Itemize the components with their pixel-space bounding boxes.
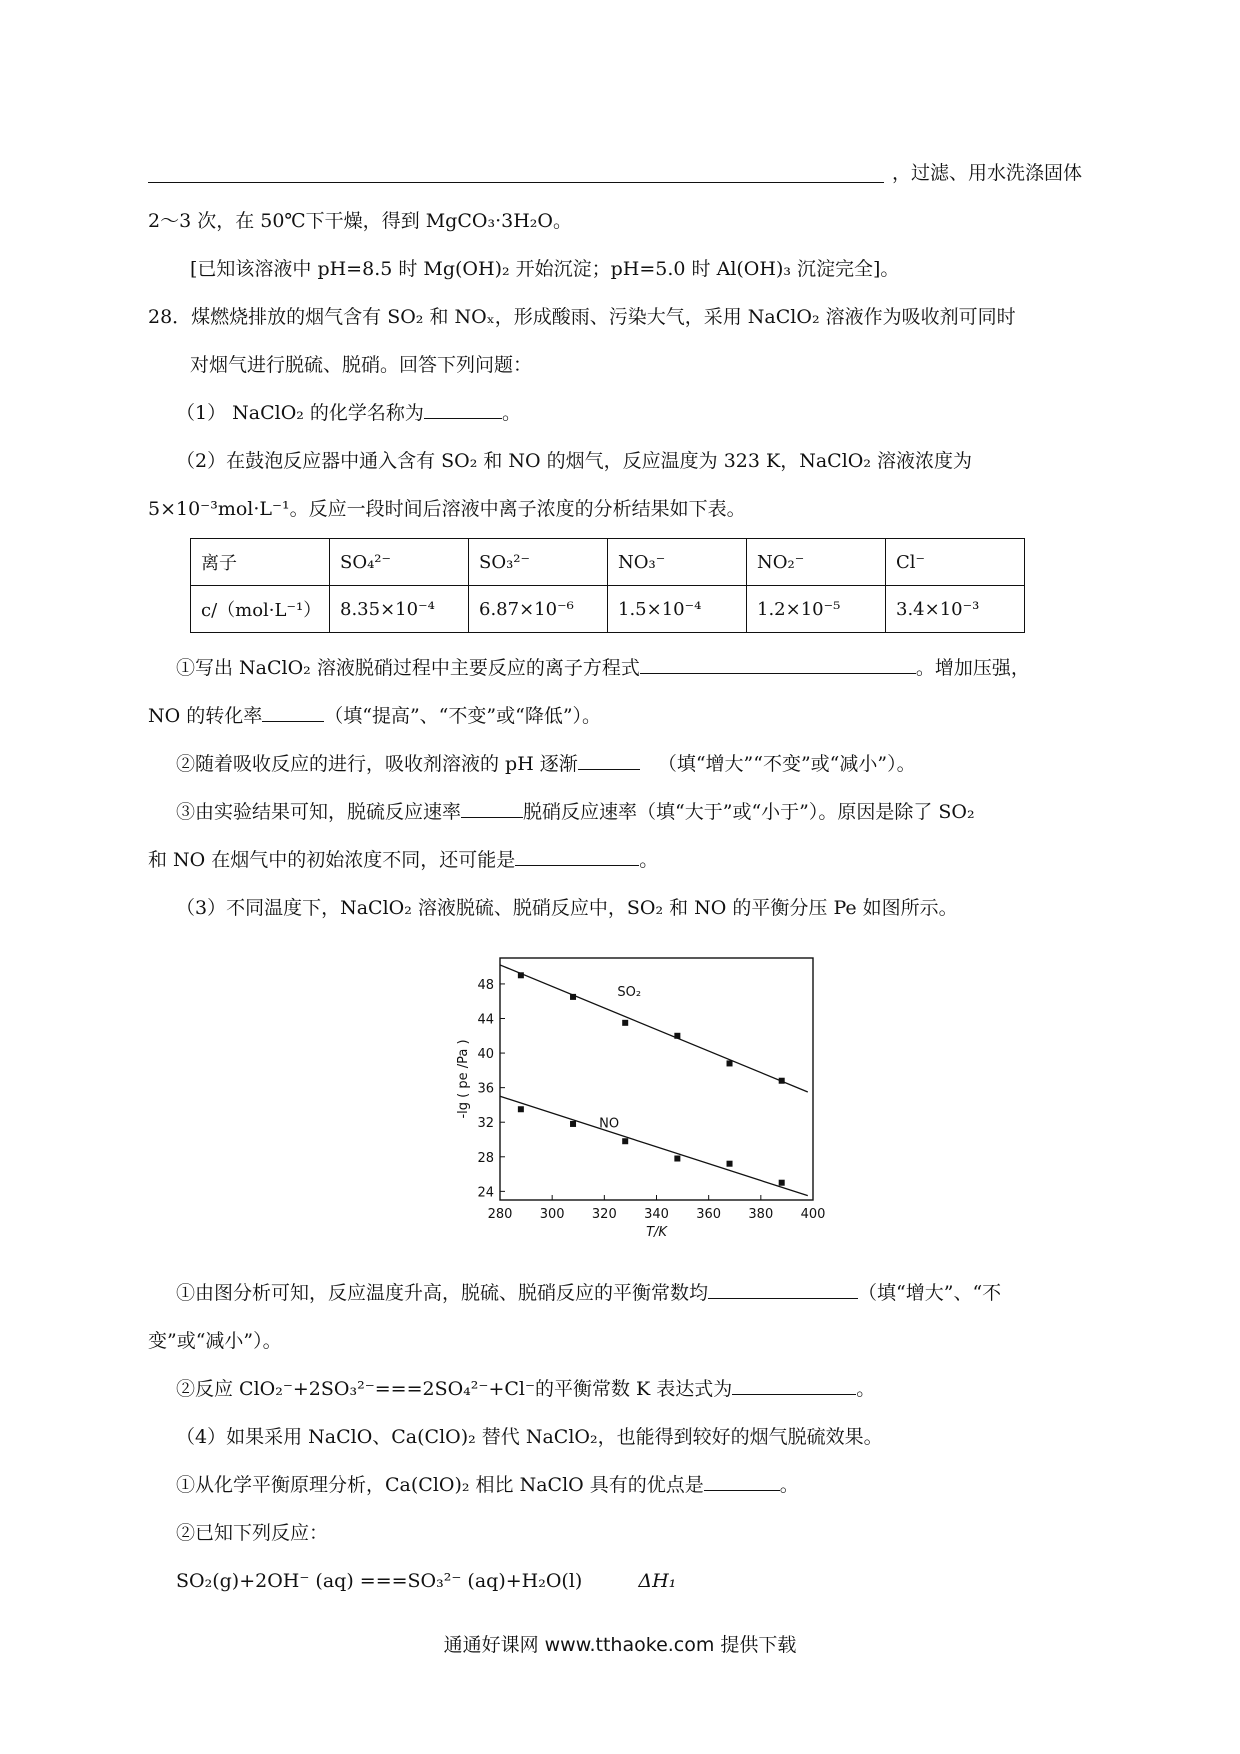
y-tick-label: 24 [477, 1185, 494, 1201]
text: （填“提高”、“不变”或“降低”）。 [324, 705, 602, 727]
y-tick-label: 40 [477, 1047, 494, 1063]
data-point [622, 1020, 628, 1026]
series-label: NO [599, 1116, 620, 1132]
subquestion-1 [176, 400, 521, 426]
subquestion-3-stem: （3）不同温度下，NaClO₂ 溶液脱硫、脱硝反应中，SO₂ 和 NO 的平衡分压 Pe 如图所示。 [176, 897, 958, 919]
y-tick-label: 36 [477, 1081, 494, 1097]
table-cell: c/（mol·L⁻¹） [191, 586, 330, 633]
data-point [727, 1161, 733, 1167]
y-tick-label: 28 [477, 1150, 494, 1166]
text: ③由实验结果可知，脱硫反应速率 [176, 801, 462, 823]
x-tick-label: 400 [800, 1207, 826, 1222]
subquestion-4-stem: （4）如果采用 NaClO、Ca(ClO)₂ 替代 NaClO₂，也能得到较好的烟气脱硫效果。 [176, 1426, 883, 1448]
data-point [674, 1033, 680, 1039]
question-28-stem: 28．煤燃烧排放的烟气含有 SO₂ 和 NOₓ，形成酸雨、污染大气，采用 NaClO₂ 溶液作为吸收剂可同时 [148, 306, 1016, 328]
table-row [191, 586, 1025, 633]
text: （填“增大”、“不 [858, 1282, 1002, 1304]
subquestion-1-text: （1） NaClO₂ 的化学名称为 [176, 402, 424, 424]
subquestion-3-2 [176, 1376, 875, 1402]
y-axis-label: -lg ( pe /Pa ) [456, 1039, 471, 1119]
data-point [518, 1106, 524, 1112]
subquestion-3-1-cont: 变”或“减小”）。 [148, 1330, 282, 1352]
text: 。增加压强， [915, 657, 1030, 679]
question-28-stem-cont: 对烟气进行脱硫、脱硝。回答下列问题： [190, 354, 533, 376]
table-cell: NO₃⁻ [608, 539, 747, 586]
table-cell: 1.2×10⁻⁵ [747, 586, 886, 633]
y-tick-label: 32 [477, 1116, 494, 1132]
table-cell: 3.4×10⁻³ [886, 586, 1025, 633]
answer-blank [708, 1280, 858, 1299]
answer-blank [704, 1472, 780, 1491]
data-point [518, 972, 524, 978]
table-cell: 6.87×10⁻⁶ [469, 586, 608, 633]
text-line: [已知该溶液中 pH=8.5 时 Mg(OH)₂ 开始沉淀；pH=5.0 时 Al(OH)₃ 沉淀完全]。 [190, 258, 900, 280]
answer-blank-rule [148, 182, 884, 183]
subquestion-4-1 [176, 1472, 799, 1498]
subquestion-2-3-cont [148, 847, 658, 873]
text: 。 [856, 1378, 876, 1400]
subquestion-2-1-cont [148, 703, 601, 729]
text: NO 的转化率 [148, 705, 263, 727]
y-tick-label: 44 [477, 1012, 494, 1028]
table-cell: SO₄²⁻ [330, 539, 469, 586]
text-line: ，过滤、用水洗涤固体 [892, 162, 1083, 184]
subquestion-4-2: ②已知下列反应： [176, 1522, 329, 1544]
text: ②随着吸收反应的进行，吸收剂溶液的 pH 逐渐 [176, 753, 578, 775]
ion-concentration-table [190, 538, 1025, 633]
answer-blank [424, 400, 502, 419]
table-cell: 1.5×10⁻⁴ [608, 586, 747, 633]
equation-1 [176, 1568, 676, 1594]
table-cell: Cl⁻ [886, 539, 1025, 586]
subquestion-3-1 [176, 1280, 1001, 1306]
subquestion-2-stem: （2）在鼓泡反应器中通入含有 SO₂ 和 NO 的烟气，反应温度为 323 K，NaClO₂ 溶液浓度为 [176, 450, 972, 472]
table-cell: SO₃²⁻ [469, 539, 608, 586]
punct: 。 [501, 402, 521, 424]
text: （填“增大”“不变”或“减小”）。 [657, 753, 916, 775]
data-point [570, 1121, 576, 1127]
subquestion-2-1 [176, 655, 1030, 681]
data-point [779, 1078, 785, 1084]
table-cell: NO₂⁻ [747, 539, 886, 586]
data-point [570, 994, 576, 1000]
text: 。 [779, 1474, 799, 1496]
data-point [727, 1060, 733, 1066]
answer-blank [461, 799, 523, 818]
x-axis-label: T/K [646, 1225, 667, 1240]
table-cell: 离子 [191, 539, 330, 586]
x-tick-label: 300 [539, 1207, 565, 1222]
x-tick-label: 280 [487, 1207, 513, 1222]
chart-svg [455, 950, 830, 1250]
series-label: SO₂ [617, 985, 642, 1001]
answer-blank [515, 847, 639, 866]
subquestion-2-2 [176, 751, 916, 777]
answer-blank [640, 655, 916, 674]
subquestion-2-3 [176, 799, 975, 825]
plot-frame [500, 958, 813, 1200]
text: 和 NO 在烟气中的初始浓度不同，还可能是 [148, 849, 516, 871]
text: ①由图分析可知，反应温度升高，脱硫、脱硝反应的平衡常数均 [176, 1282, 709, 1304]
x-tick-label: 320 [591, 1207, 617, 1222]
y-tick-label: 48 [477, 977, 494, 993]
fit-line [500, 1096, 808, 1195]
x-tick-label: 340 [644, 1207, 669, 1222]
x-tick-label: 360 [696, 1207, 722, 1222]
page-footer: 通通好课网 www.tthaoke.com 提供下载 [443, 1634, 797, 1656]
text: ①写出 NaClO₂ 溶液脱硝过程中主要反应的离子方程式 [176, 657, 640, 679]
subquestion-2-stem-cont: 5×10⁻³mol·L⁻¹。反应一段时间后溶液中离子浓度的分析结果如下表。 [148, 498, 746, 520]
text: 。 [639, 849, 659, 871]
text-line: 2～3 次，在 50℃下干燥，得到 MgCO₃·3H₂O。 [148, 210, 572, 232]
answer-blank [262, 703, 324, 722]
equilibrium-pressure-chart [455, 950, 830, 1250]
text: ②反应 ClO₂⁻+2SO₃²⁻===2SO₄²⁻+Cl⁻的平衡常数 K 表达式为 [176, 1378, 733, 1400]
answer-blank [732, 1376, 856, 1395]
table-cell: 8.35×10⁻⁴ [330, 586, 469, 633]
text: 脱硝反应速率（填“大于”或“小于”）。原因是除了 SO₂ [523, 801, 975, 823]
enthalpy-label: ΔH₁ [638, 1570, 677, 1592]
equation-text: SO₂(g)+2OH⁻ (aq) ===SO₃²⁻ (aq)+H₂O(l) [176, 1570, 583, 1592]
fit-line [500, 965, 808, 1092]
text: ①从化学平衡原理分析，Ca(ClO)₂ 相比 NaClO 具有的优点是 [176, 1474, 704, 1496]
data-point [779, 1180, 785, 1186]
table-header-row [191, 539, 1025, 586]
x-tick-label: 380 [748, 1207, 774, 1222]
data-point [674, 1156, 680, 1162]
data-point [622, 1138, 628, 1144]
answer-blank [578, 751, 640, 770]
